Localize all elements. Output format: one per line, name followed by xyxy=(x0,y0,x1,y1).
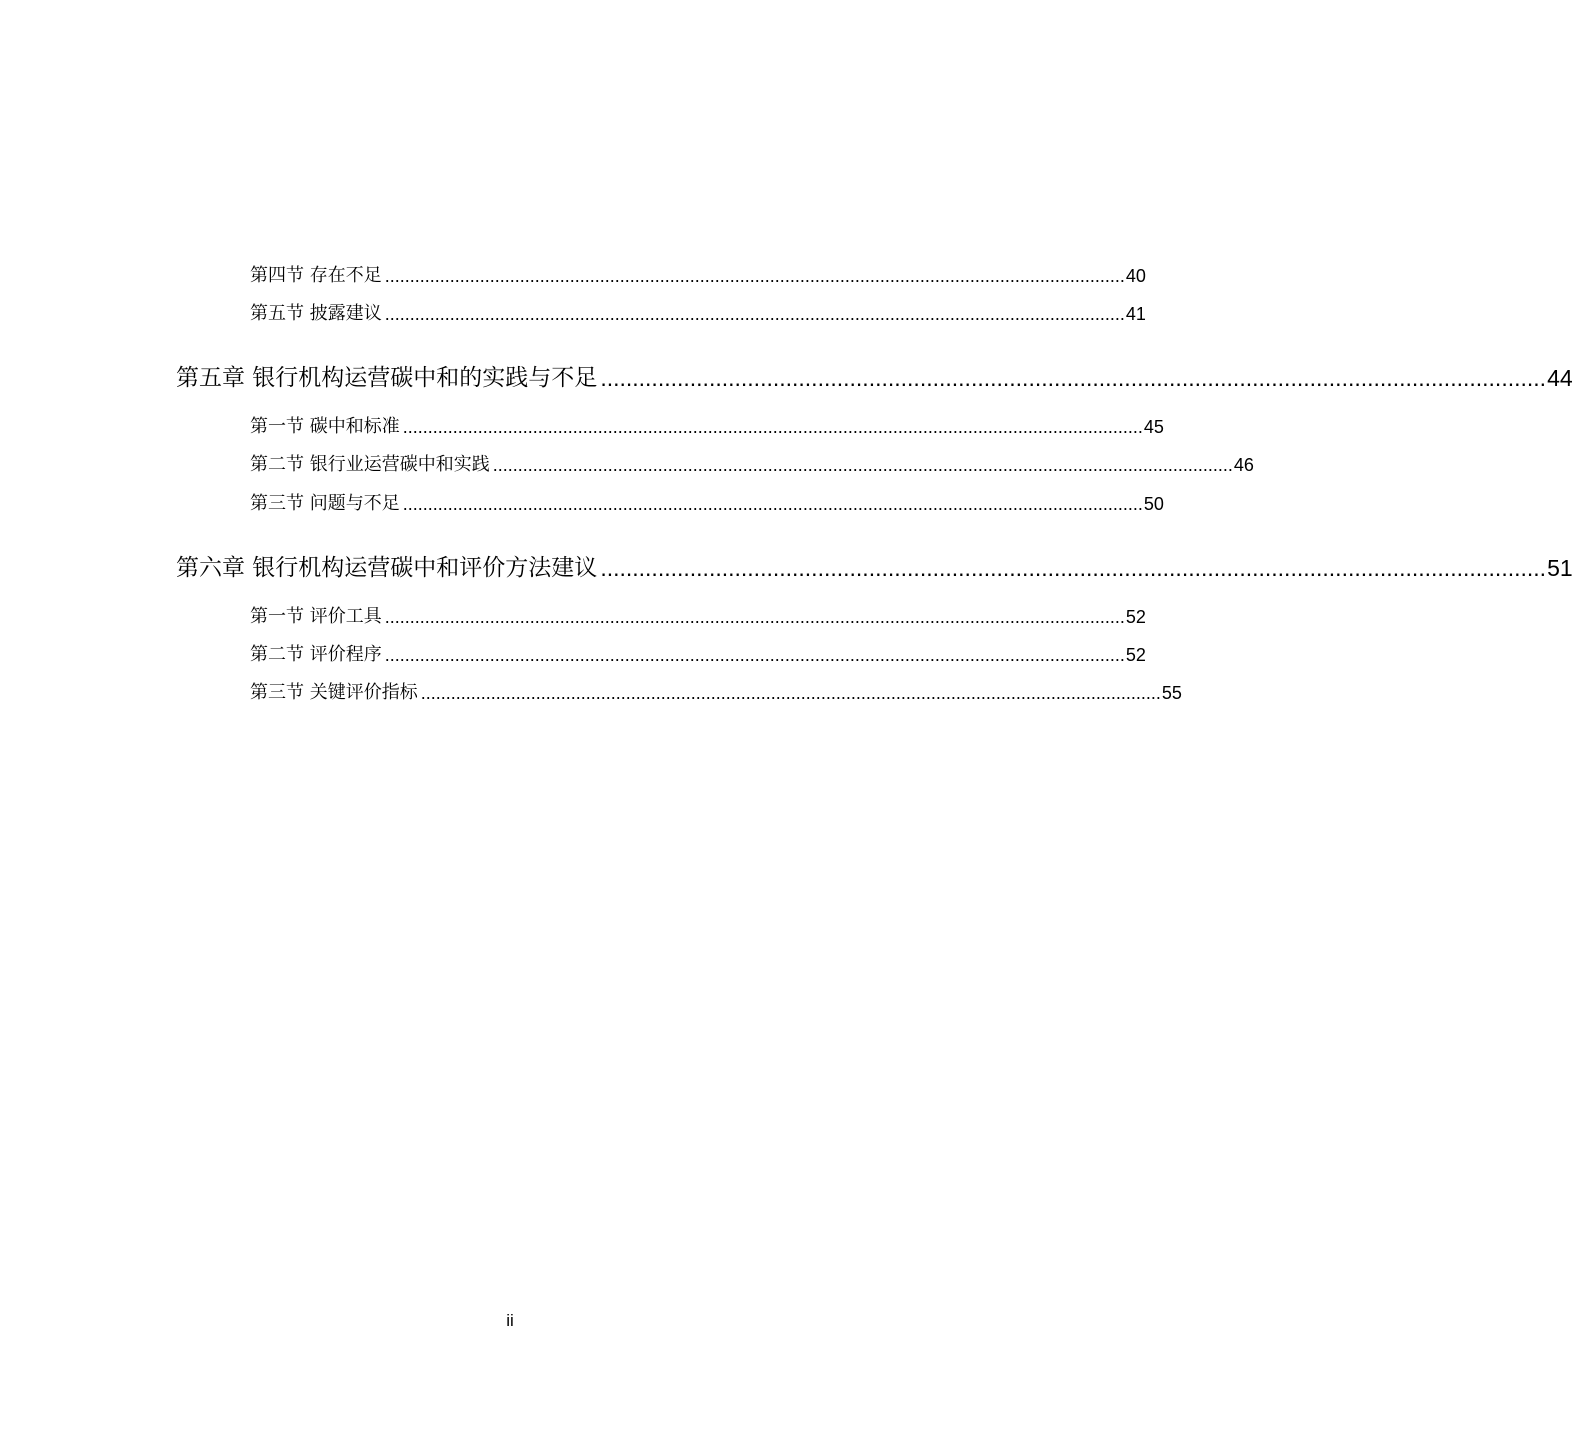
toc-entry-page: 46 xyxy=(1233,455,1254,475)
toc-entry-page: 55 xyxy=(1161,683,1182,703)
toc-entry-chapter-5[interactable] xyxy=(176,363,1573,393)
toc-dot-leader: .................................................................................................................................................... xyxy=(492,455,1233,475)
toc-dot-leader: .................................................................................................................................................... xyxy=(384,266,1125,286)
toc-dot-leader: .................................................................................................................................................... xyxy=(600,555,1547,581)
toc-dot-leader: .................................................................................................................................................... xyxy=(384,304,1125,324)
toc-entry-label: 第一节 碳中和标准 xyxy=(250,416,400,437)
toc-entry-section-5-1[interactable] xyxy=(250,415,1164,439)
toc-entry-page: 51 xyxy=(1547,555,1573,581)
toc-dot-leader: .................................................................................................................................................... xyxy=(384,607,1125,627)
toc-entry-page: 45 xyxy=(1143,417,1164,437)
toc-entry-section-6-1[interactable] xyxy=(250,605,1146,629)
toc-entry-page: 50 xyxy=(1143,494,1164,514)
toc-entry-page: 52 xyxy=(1125,645,1146,665)
toc-dot-leader: .................................................................................................................................................... xyxy=(420,683,1161,703)
toc-entry-label: 第一节 评价工具 xyxy=(250,606,382,627)
toc-entry-label: 第二节 银行业运营碳中和实践 xyxy=(250,454,490,475)
toc-entry-label: 第二节 评价程序 xyxy=(250,644,382,665)
toc-entry-label: 第三节 问题与不足 xyxy=(250,493,400,514)
page-number-footer: ii xyxy=(506,1311,514,1330)
toc-entry-section-6-2[interactable] xyxy=(250,643,1146,667)
toc-entry-label: 第六章 银行机构运营碳中和评价方法建议 xyxy=(176,555,598,581)
toc-entry-label: 第四节 存在不足 xyxy=(250,265,382,286)
toc-entry-section-6-3[interactable] xyxy=(250,681,1182,705)
toc-entry-page: 40 xyxy=(1125,266,1146,286)
toc-entry-page: 41 xyxy=(1125,304,1146,324)
toc-entry-section-4-5[interactable] xyxy=(250,302,1146,326)
toc-entry-section-5-2[interactable] xyxy=(250,453,1254,477)
toc-entry-label: 第五章 银行机构运营碳中和的实践与不足 xyxy=(176,365,598,391)
toc-entry-chapter-6[interactable] xyxy=(176,553,1573,583)
toc-dot-leader: .................................................................................................................................................... xyxy=(600,365,1547,391)
toc-dot-leader: .................................................................................................................................................... xyxy=(384,645,1125,665)
toc-dot-leader: .................................................................................................................................................... xyxy=(402,417,1143,437)
toc-entry-label: 第三节 关键评价指标 xyxy=(250,682,418,703)
toc-entry-section-4-4[interactable] xyxy=(250,264,1146,288)
toc-entry-page: 44 xyxy=(1547,365,1573,391)
toc-entry-section-5-3[interactable] xyxy=(250,492,1164,516)
toc-dot-leader: .................................................................................................................................................... xyxy=(402,494,1143,514)
toc-entry-page: 52 xyxy=(1125,607,1146,627)
toc-entry-label: 第五节 披露建议 xyxy=(250,303,382,324)
